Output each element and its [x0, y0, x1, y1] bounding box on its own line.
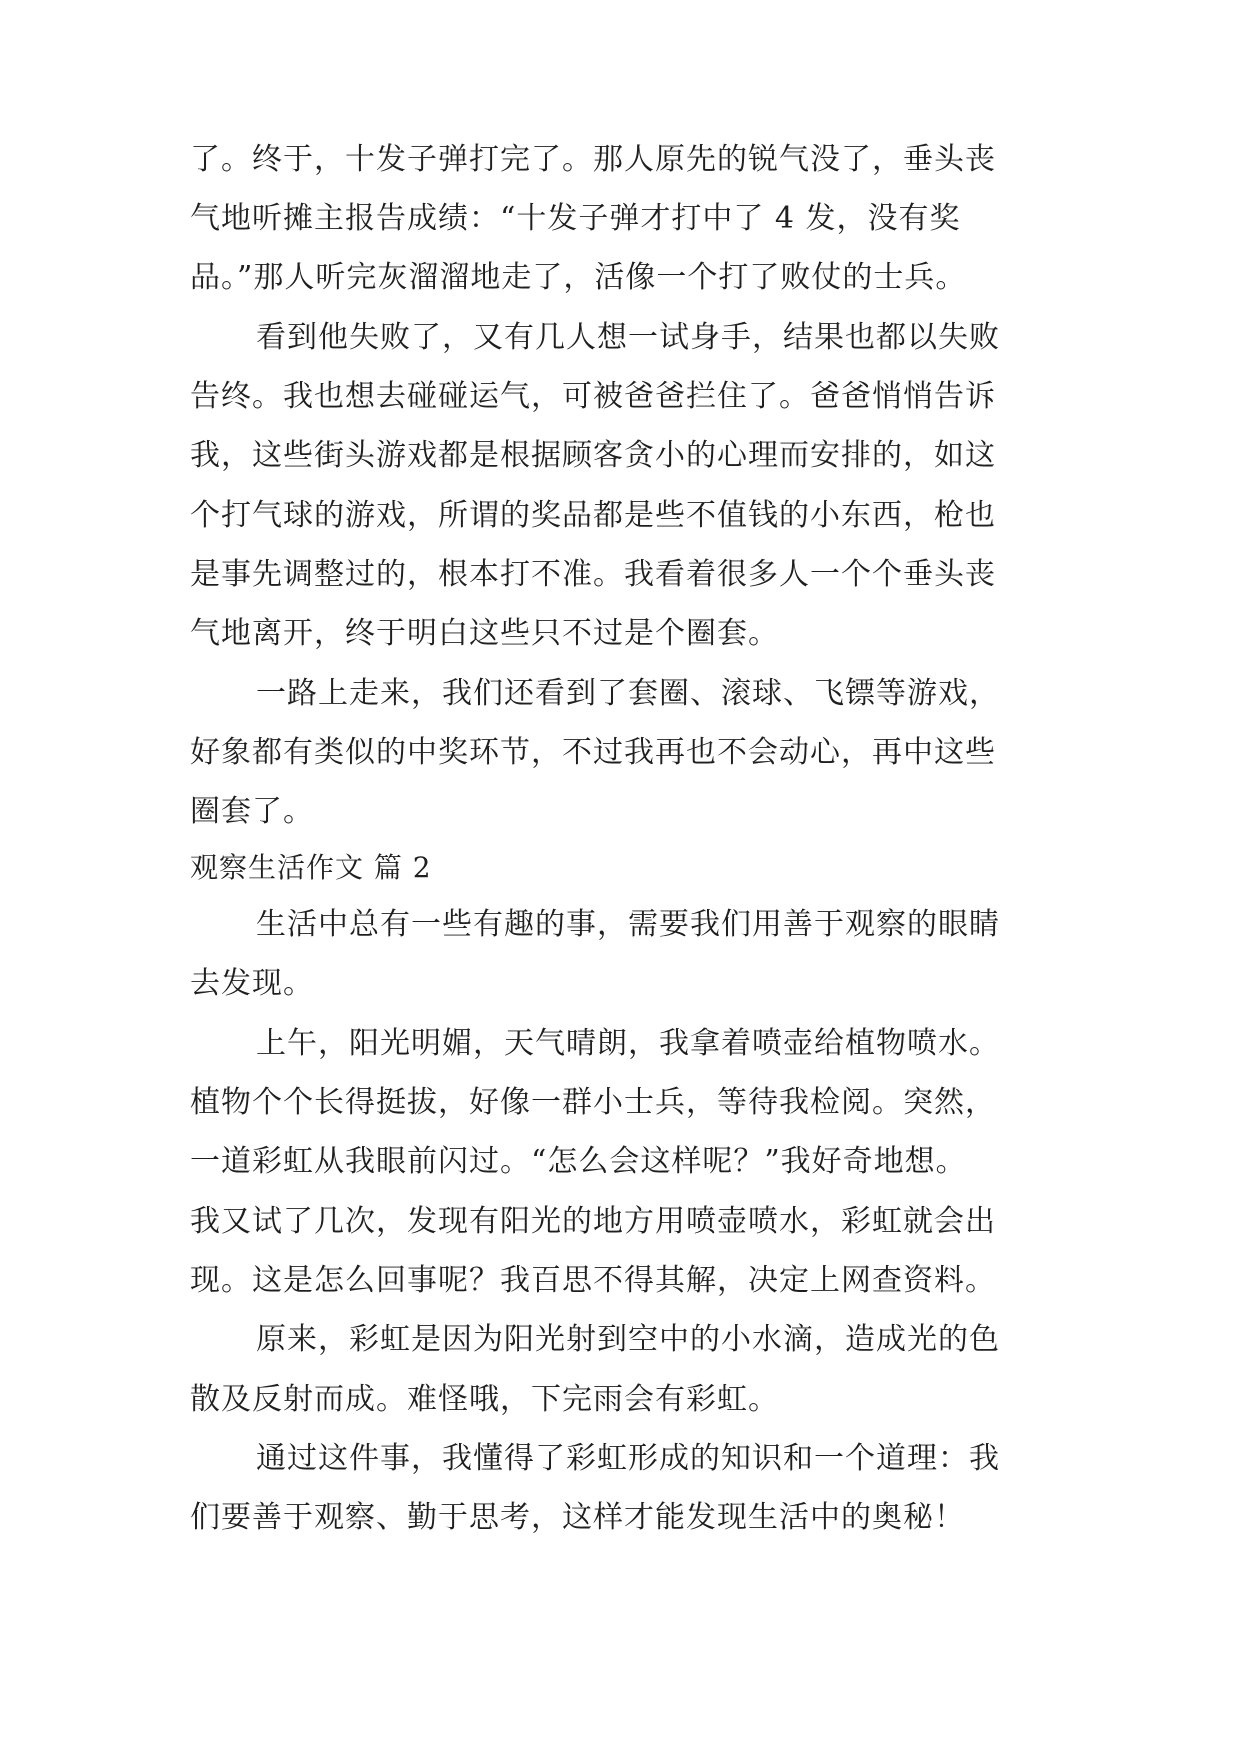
- paragraph-line: 是事先调整过的，根本打不准。我看着很多人一个个垂头丧: [190, 557, 996, 592]
- paragraph-line: 通过这件事，我懂得了彩虹形成的知识和一个道理：我: [256, 1441, 1000, 1476]
- paragraph-line: 圈套了。: [190, 794, 314, 829]
- paragraph-line: 个打气球的游戏，所谓的奖品都是些不值钱的小东西，枪也: [190, 498, 996, 533]
- paragraph-line: 去发现。: [190, 966, 314, 1001]
- paragraph-line: 气地离开，终于明白这些只不过是个圈套。: [190, 616, 779, 651]
- paragraph-line: 看到他失败了，又有几人想一试身手，结果也都以失败: [256, 320, 1000, 355]
- paragraph-line: 现。这是怎么回事呢？我百思不得其解，决定上网查资料。: [190, 1263, 996, 1298]
- paragraph-line: 我，这些街头游戏都是根据顾客贪小的心理而安排的，如这: [190, 438, 996, 473]
- paragraph-line: 原来，彩虹是因为阳光射到空中的小水滴，造成光的色: [256, 1322, 1000, 1357]
- paragraph-line: 我又试了几次，发现有阳光的地方用喷壶喷水，彩虹就会出: [190, 1204, 996, 1239]
- paragraph-line: 气地听摊主报告成绩：“十发子弹才打中了 4 发，没有奖: [190, 201, 961, 236]
- paragraph-line: 一路上走来，我们还看到了套圈、滚球、飞镖等游戏，: [256, 676, 1000, 711]
- paragraph-line: 们要善于观察、勤于思考，这样才能发现生活中的奥秘！: [190, 1500, 965, 1535]
- paragraph-line: 好象都有类似的中奖环节，不过我再也不会动心，再中这些: [190, 735, 996, 770]
- paragraph-line: 告终。我也想去碰碰运气，可被爸爸拦住了。爸爸悄悄告诉: [190, 379, 996, 414]
- paragraph-line: 品。”那人听完灰溜溜地走了，活像一个打了败仗的士兵。: [190, 260, 967, 295]
- paragraph-line: 生活中总有一些有趣的事，需要我们用善于观察的眼睛: [256, 907, 1000, 942]
- section-heading: 观察生活作文 篇 2: [190, 851, 432, 884]
- paragraph-line: 散及反射而成。难怪哦，下完雨会有彩虹。: [190, 1382, 779, 1417]
- paragraph-line: 一道彩虹从我眼前闪过。“怎么会这样呢？”我好奇地想。: [190, 1144, 967, 1179]
- paragraph-line: 植物个个长得挺拔，好像一群小士兵，等待我检阅。突然，: [190, 1085, 996, 1120]
- paragraph-line: 上午，阳光明媚，天气晴朗，我拿着喷壶给植物喷水。: [256, 1026, 1000, 1061]
- paragraph-line: 了。终于，十发子弹打完了。那人原先的锐气没了，垂头丧: [190, 142, 996, 177]
